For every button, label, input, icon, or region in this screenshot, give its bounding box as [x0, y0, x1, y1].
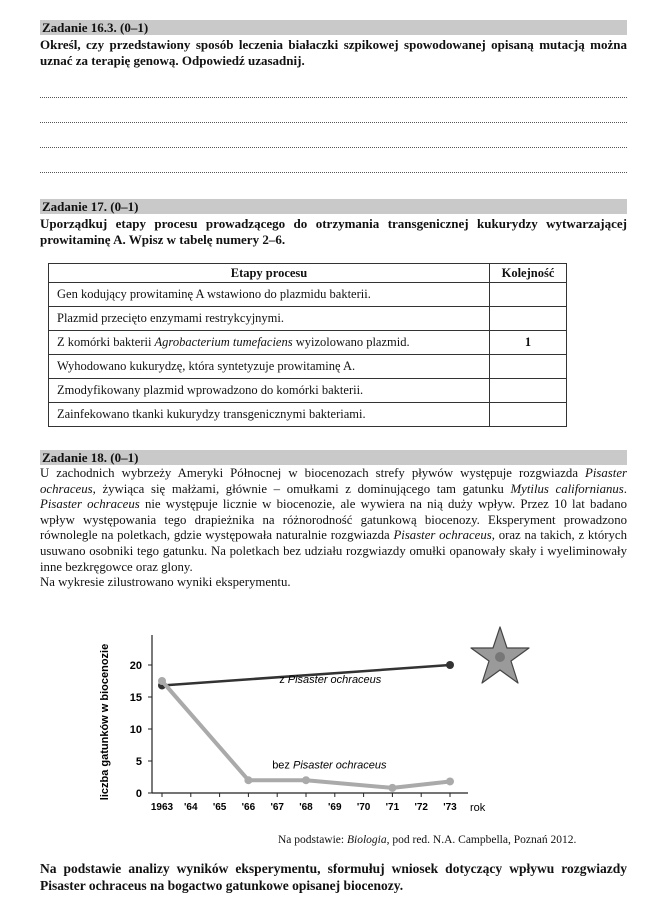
species-name: Mytilus californianus: [510, 481, 624, 496]
column-header-order: Kolejność: [490, 264, 567, 283]
column-header-steps: Etapy procesu: [49, 264, 490, 283]
text-run: , oraz na takich, z których usuwano osobniki tego gatunku. Na poletkach bez udziału rozgwiazdy omułki opanowały skały i wyeliminowały inne bezkręgowce oraz glony.: [40, 528, 628, 574]
step-cell: [49, 331, 490, 355]
task-16-3-prompt: Określ, czy przedstawiony sposób leczenia białaczki szpikowej spowodowanej opisaną mutacją można uznać za terapię genową. Odpowiedź uzasadnij.: [40, 37, 627, 68]
y-tick-label: 5: [135, 756, 142, 768]
task-17-title: Zadanie 17. (0–1): [42, 199, 139, 214]
task-17-header: [40, 199, 627, 214]
x-tick-label: '69: [328, 802, 342, 813]
table-header-row: [49, 264, 567, 283]
species-name: Pisaster ochraceus: [393, 528, 492, 543]
x-tick-label: '64: [184, 802, 198, 813]
x-tick-label: '72: [414, 802, 428, 813]
text-run: Na wykresie zilustrowano wyniki eksperymentu.: [40, 575, 291, 590]
order-cell: 1: [490, 331, 567, 355]
task-16-3-header: [40, 20, 627, 35]
order-cell[interactable]: [490, 283, 567, 307]
data-point: [446, 661, 454, 669]
chart-axes: [148, 635, 468, 797]
series-label: bez Pisaster ochraceus: [272, 759, 387, 772]
data-point: [302, 776, 310, 784]
table-row: [49, 379, 567, 403]
answer-line[interactable]: [40, 147, 627, 148]
series-line: [162, 681, 450, 788]
species-name: Pisaster ochraceus: [40, 497, 140, 512]
task-16-3-title: Zadanie 16.3. (0–1): [42, 20, 149, 35]
starfish-icon: [471, 627, 529, 683]
x-tick-label: 1963: [150, 802, 174, 813]
answer-line[interactable]: [40, 122, 627, 123]
step-cell: Zmodyfikowany plazmid wprowadzono do komórki bakterii.: [49, 379, 490, 403]
y-axis-label: liczba gatunków w biocenozie: [99, 643, 111, 801]
task-18-question: Na podstawie analizy wyników eksperymentu, sformułuj wniosek dotyczący wpływu rozgwiazdy Pisaster ochraceus na bogactwo gatunkowe opisanej biocenozy.: [40, 861, 627, 893]
x-tick-label: '71: [385, 802, 400, 813]
text-run: U zachodnich wybrzeży Ameryki Północnej w biocenozach strefy pływów występuje rozgwiazda: [40, 466, 586, 480]
text-run: Na podstawie:: [278, 834, 347, 846]
order-cell[interactable]: [490, 379, 567, 403]
text-run: żywiąca się małżami, głównie – omułkami z dominującego tam gatunku: [95, 481, 511, 496]
series-label: z Pisaster ochraceus: [279, 674, 382, 686]
answer-line[interactable]: [40, 172, 627, 173]
task-18-header: [40, 450, 627, 465]
x-tick-label: '67: [270, 802, 284, 813]
x-tick-label: '65: [212, 802, 227, 813]
step-cell: Wyhodowano kukurydzę, która syntetyzuje prowitaminę A.: [49, 355, 490, 379]
data-point: [158, 677, 166, 685]
text-run: , pod red. N.A. Campbella, Poznań 2012.: [386, 834, 577, 846]
species-name: Pisaster ochraceus,: [40, 466, 627, 496]
x-tick-label: '66: [241, 802, 256, 813]
step-cell: Zainfekowano tkanki kukurydzy transgenicznymi bakteriami.: [49, 403, 490, 427]
order-cell[interactable]: [490, 307, 567, 331]
data-point: [388, 784, 396, 792]
data-point: [244, 776, 252, 784]
table-row: [49, 283, 567, 307]
book-title: Biologia: [346, 834, 387, 846]
x-tick-label: '68: [299, 802, 313, 813]
step-text: Z komórki bakterii: [57, 335, 155, 349]
task-18-text: [40, 466, 627, 591]
table-row: [49, 331, 567, 355]
text-run: nie występuje licznie w biocenozie, ale wywiera na nią duży wpływ. Przez 10 lat badano wpływ występowania tego drapieżnika na różnorodność gatunkową biocenozy. Eksperyment prowadzono równolegle na poletkach, gdzie występowała naturalnie rozgwiazda: [40, 497, 627, 543]
step-cell: Gen kodujący prowitaminę A wstawiono do plazmidu bakterii.: [49, 283, 490, 307]
text-run: .: [623, 481, 627, 496]
steps-table: [48, 263, 567, 427]
y-tick-label: 20: [129, 660, 142, 672]
species-name: Agrobacterium tumefaciens: [154, 335, 293, 349]
x-tick-label: '73: [443, 802, 457, 813]
step-cell: Plazmid przecięto enzymami restrykcyjnymi.: [49, 307, 490, 331]
answer-line[interactable]: [40, 97, 627, 98]
x-tick-label: '70: [356, 802, 371, 813]
species-chart: [90, 617, 530, 827]
task-18-title: Zadanie 18. (0–1): [42, 450, 139, 465]
order-cell[interactable]: [490, 355, 567, 379]
data-point: [446, 777, 454, 785]
order-cell[interactable]: [490, 403, 567, 427]
table-row: [49, 307, 567, 331]
task-17-prompt: Uporządkuj etapy procesu prowadzącego do otrzymania transgenicznej kukurydzy wytwarzającej prowitaminę A. Wpisz w tabelę numery 2–6.: [40, 216, 627, 247]
chart-labels: [99, 644, 486, 814]
y-tick-label: 0: [135, 788, 142, 800]
table-row: [49, 355, 567, 379]
source-citation: [278, 834, 576, 846]
y-tick-label: 15: [129, 692, 142, 704]
table-row: [49, 403, 567, 427]
x-axis-unit: rok: [470, 802, 486, 814]
y-tick-label: 10: [129, 724, 142, 736]
step-text: wyizolowano plazmid.: [292, 335, 410, 349]
